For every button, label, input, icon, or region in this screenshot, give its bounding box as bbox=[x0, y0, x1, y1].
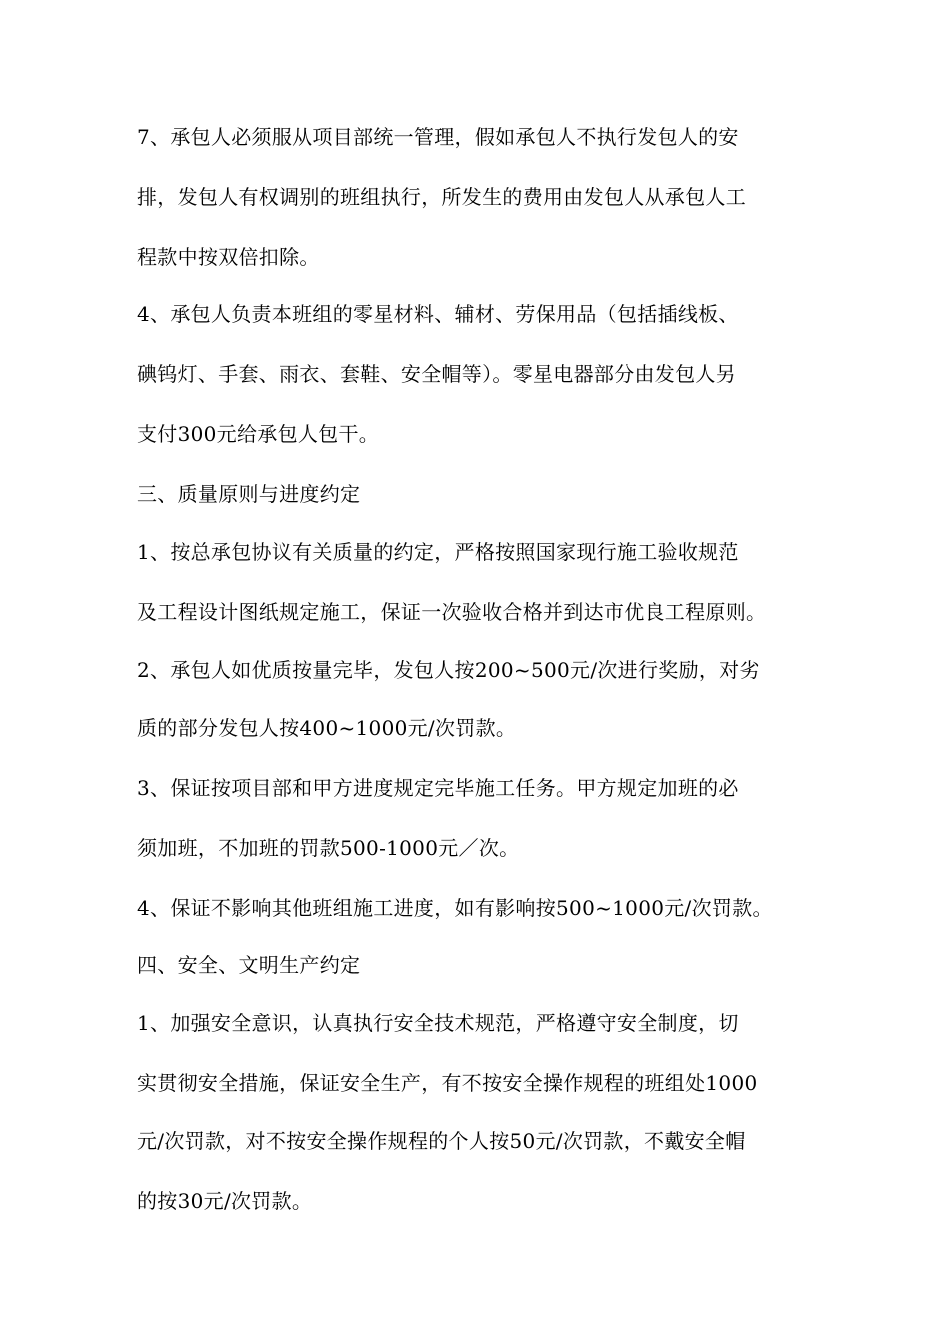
text-line: 实贯彻安全措施，保证安全生产，有不按安全操作规程的班组处1000 bbox=[137, 1071, 758, 1095]
text-line: 支付300元给承包人包干。 bbox=[137, 422, 380, 446]
section-heading-safety: 四、安全、文明生产约定 bbox=[137, 953, 361, 977]
text-line: 及工程设计图纸规定施工，保证一次验收合格并到达市优良工程原则。 bbox=[137, 600, 767, 624]
text-line: 碘钨灯、手套、雨衣、套鞋、安全帽等）。零星电器部分由发包人另 bbox=[137, 362, 736, 386]
text-line: 须加班，不加班的罚款500-1000元／次。 bbox=[137, 836, 520, 860]
text-line: 2、承包人如优质按量完毕，发包人按200~500元/次进行奖励，对劣 bbox=[137, 658, 760, 682]
text-line: 程款中按双倍扣除。 bbox=[137, 245, 320, 269]
text-line: 3、保证按项目部和甲方进度规定完毕施工任务。甲方规定加班的必 bbox=[137, 776, 739, 800]
text-line: 1、按总承包协议有关质量的约定，严格按照国家现行施工验收规范 bbox=[137, 540, 739, 564]
text-line: 质的部分发包人按400~1000元/次罚款。 bbox=[137, 716, 517, 740]
text-line: 7、承包人必须服从项目部统一管理，假如承包人不执行发包人的安 bbox=[137, 125, 739, 149]
text-line: 元/次罚款，对不按安全操作规程的个人按50元/次罚款，不戴安全帽 bbox=[137, 1129, 746, 1153]
text-line: 的按30元/次罚款。 bbox=[137, 1189, 313, 1213]
text-line: 1、加强安全意识，认真执行安全技术规范，严格遵守安全制度，切 bbox=[137, 1011, 739, 1035]
text-line: 排，发包人有权调别的班组执行，所发生的费用由发包人从承包人工 bbox=[137, 185, 746, 209]
section-heading-quality: 三、质量原则与进度约定 bbox=[137, 482, 361, 506]
text-line: 4、承包人负责本班组的零星材料、辅材、劳保用品（包括插线板、 bbox=[137, 302, 739, 326]
text-line: 4、保证不影响其他班组施工进度，如有影响按500~1000元/次罚款。 bbox=[137, 896, 773, 920]
